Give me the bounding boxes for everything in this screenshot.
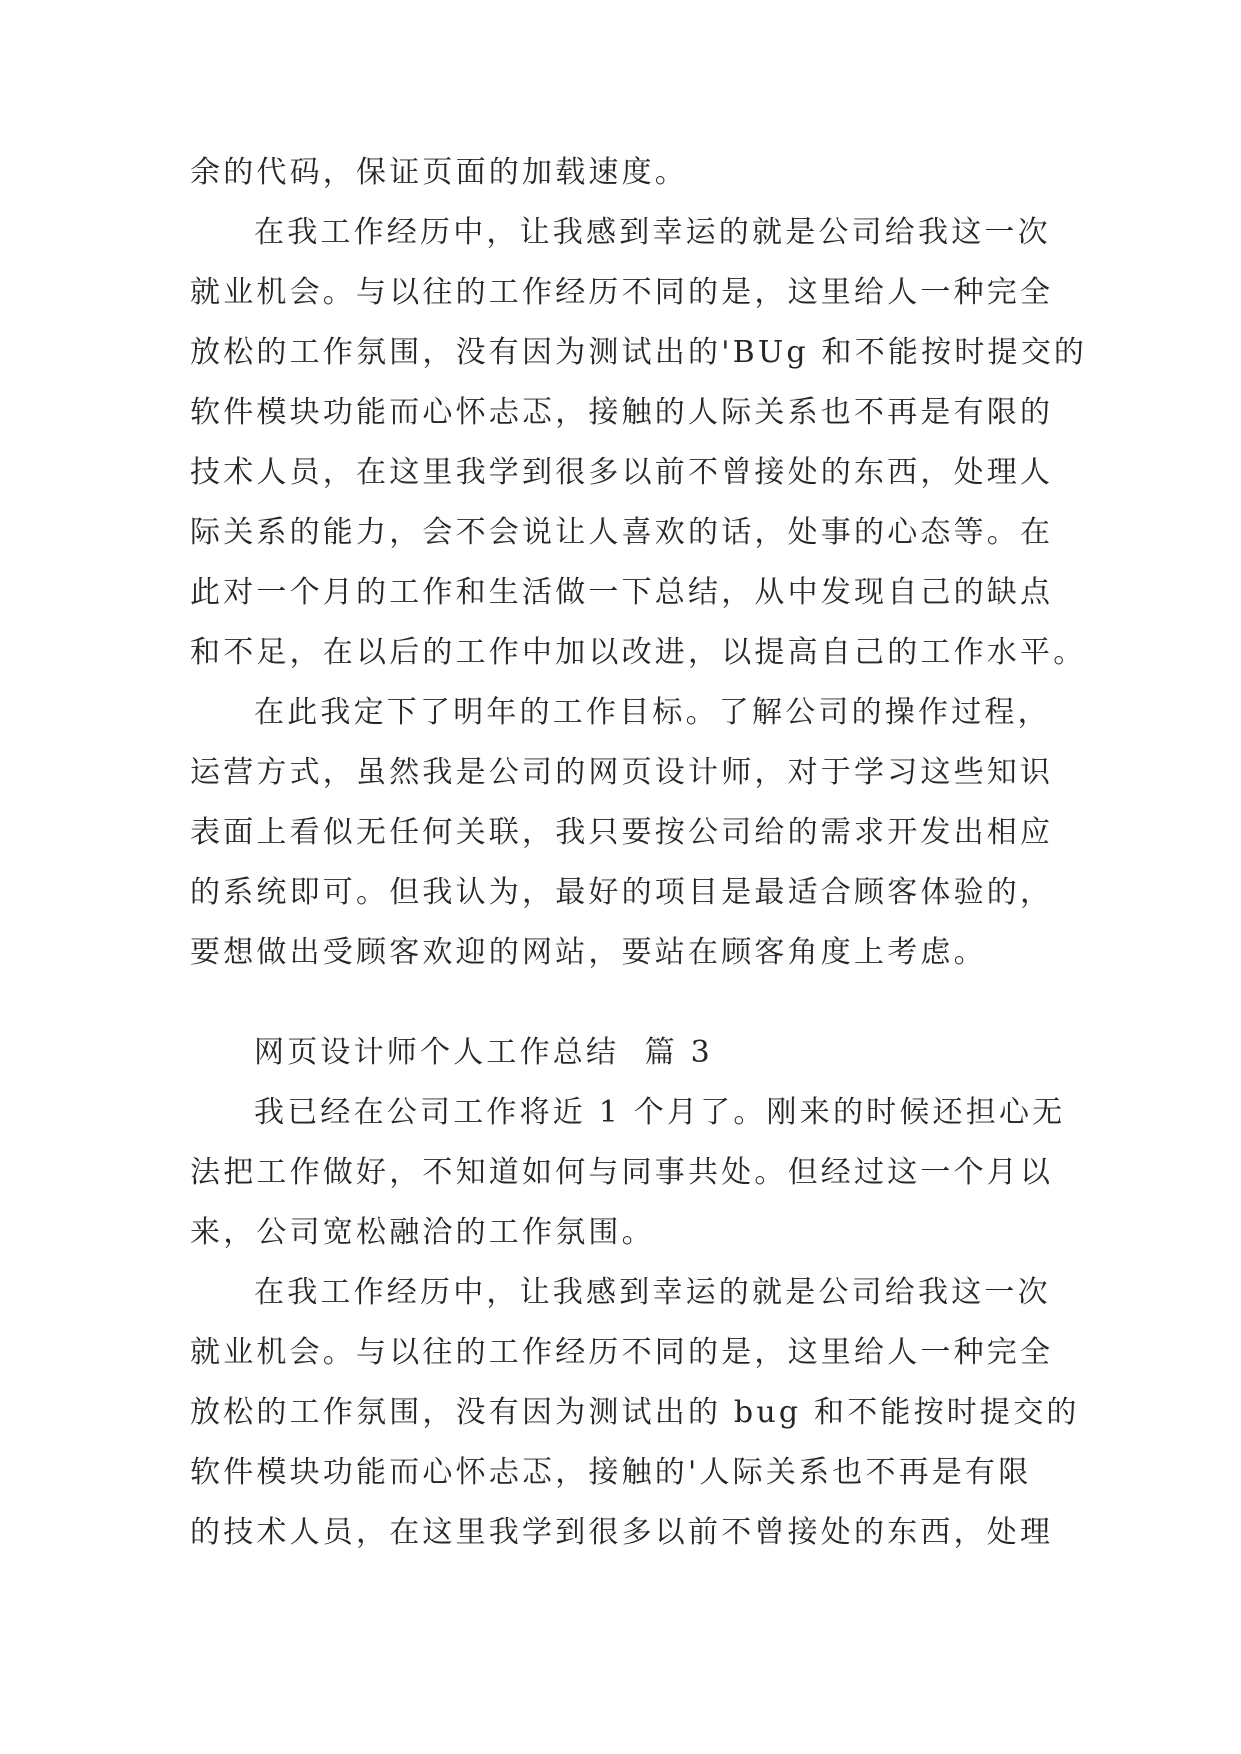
paragraph	[190, 1263, 1080, 1563]
section-1	[190, 143, 1088, 983]
text-line: 在我工作经历中，让我感到幸运的就是公司给我这一次	[254, 215, 1051, 250]
text-line: 要想做出受顾客欢迎的网站，要站在顾客角度上考虑。	[190, 935, 987, 970]
heading-line: 网页设计师个人工作总结 篇 3	[254, 1035, 713, 1070]
text-line: 放松的工作氛围，没有因为测试出的 bug 和不能按时提交的	[190, 1395, 1080, 1430]
text-line: 软件模块功能而心怀忐忑，接触的人际关系也不再是有限的	[190, 395, 1054, 430]
text-line: 软件模块功能而心怀忐忑，接触的'人际关系也不再是有限	[190, 1455, 1032, 1490]
text-line: 就业机会。与以往的工作经历不同的是，这里给人一种完全	[190, 1335, 1054, 1370]
paragraph	[190, 1083, 1070, 1263]
paragraph	[190, 203, 1088, 683]
text-line: 运营方式，虽然我是公司的网页设计师，对于学习这些知识	[190, 755, 1054, 790]
text-line: 的技术人员，在这里我学到很多以前不曾接处的东西，处理	[190, 1515, 1054, 1550]
section-heading	[190, 1023, 1070, 1083]
text-line: 此对一个月的工作和生活做一下总结，从中发现自己的缺点	[190, 575, 1054, 610]
text-line: 际关系的能力，会不会说让人喜欢的话，处事的心态等。在	[190, 515, 1054, 550]
section-2	[190, 1023, 1080, 1563]
text-line: 法把工作做好，不知道如何与同事共处。但经过这一个月以	[190, 1155, 1054, 1190]
paragraph	[190, 683, 1070, 983]
text-line: 放松的工作氛围，没有因为测试出的'BUg 和不能按时提交的	[190, 335, 1088, 370]
text-line: 的系统即可。但我认为，最好的项目是最适合顾客体验的，	[190, 875, 1054, 910]
text-line: 我已经在公司工作将近 1 个月了。刚来的时候还担心无	[254, 1095, 1066, 1130]
text-line: 就业机会。与以往的工作经历不同的是，这里给人一种完全	[190, 275, 1054, 310]
text-line: 和不足，在以后的工作中加以改进，以提高自己的工作水平。	[190, 635, 1087, 670]
text-line: 余的代码，保证页面的加载速度。	[190, 155, 688, 190]
text-line: 表面上看似无任何关联，我只要按公司给的需求开发出相应	[190, 815, 1054, 850]
paragraph-continuation	[190, 143, 1070, 203]
text-line: 在此我定下了明年的工作目标。了解公司的操作过程，	[254, 695, 1051, 730]
text-line: 技术人员，在这里我学到很多以前不曾接处的东西，处理人	[190, 455, 1054, 490]
text-line: 在我工作经历中，让我感到幸运的就是公司给我这一次	[254, 1275, 1051, 1310]
text-line: 来，公司宽松融洽的工作氛围。	[190, 1215, 655, 1250]
